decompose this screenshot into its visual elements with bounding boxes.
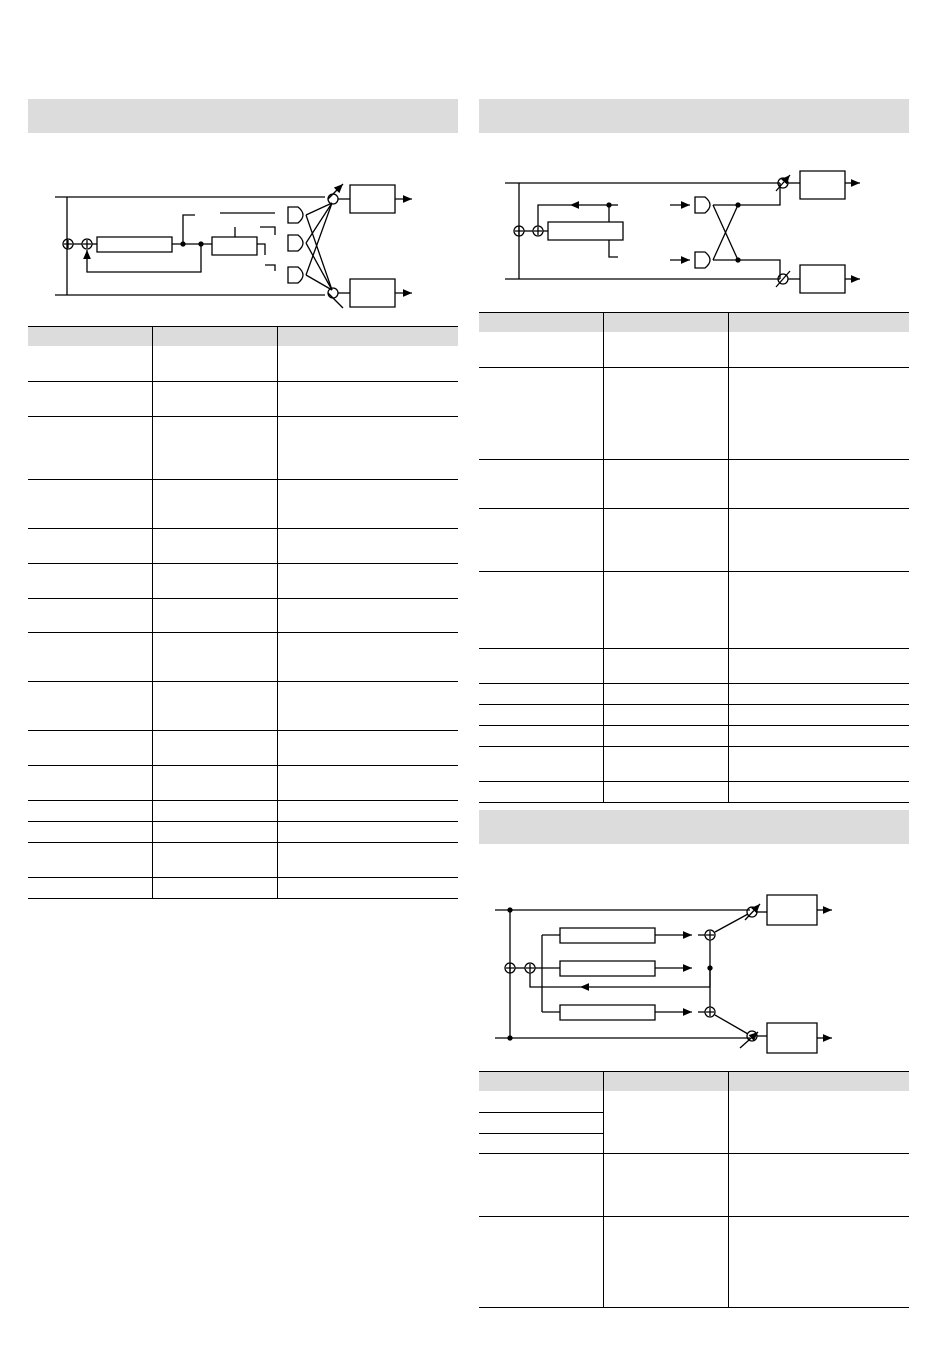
table-row — [479, 1091, 909, 1112]
table-row — [28, 730, 458, 765]
column-header — [152, 327, 277, 347]
table-body-right-top — [479, 332, 909, 802]
table-cell — [277, 842, 458, 877]
delay-block — [97, 237, 172, 252]
column-header — [277, 327, 458, 347]
table-row — [28, 877, 458, 898]
table-row — [28, 346, 458, 381]
table-row — [28, 528, 458, 563]
table-cell — [479, 648, 603, 683]
table-row — [479, 459, 909, 508]
column-header — [728, 1072, 909, 1092]
table-cell — [479, 704, 603, 725]
table-cell — [479, 1133, 603, 1153]
table-cell — [479, 332, 603, 367]
table-cell — [728, 1091, 909, 1153]
table-row — [479, 704, 909, 725]
output-block-bottom — [800, 265, 845, 293]
table-cell — [28, 563, 152, 598]
table-cell — [277, 346, 458, 381]
column-header — [479, 1072, 603, 1092]
table-cell — [152, 821, 277, 842]
table-cell — [603, 1153, 728, 1216]
table-cell — [277, 598, 458, 632]
output-block-top — [800, 171, 845, 199]
table-cell — [728, 704, 909, 725]
table-cell — [28, 681, 152, 730]
table-cell — [728, 332, 909, 367]
amp-icon — [695, 197, 710, 213]
table-cell — [728, 367, 909, 459]
block-diagram-right-bottom — [490, 890, 910, 1060]
amp-icon — [288, 235, 303, 251]
table-cell — [28, 842, 152, 877]
table-cell — [152, 800, 277, 821]
output-block-bottom — [767, 1023, 817, 1053]
table-body-left — [28, 346, 458, 898]
table-cell — [28, 416, 152, 479]
table-cell — [277, 528, 458, 563]
table-body-right-bottom — [479, 1091, 909, 1307]
delay-block — [560, 1005, 655, 1020]
modulation-block — [212, 237, 257, 255]
table-cell — [277, 381, 458, 416]
table-cell — [277, 800, 458, 821]
table-cell — [277, 730, 458, 765]
output-mixer-bottom — [328, 288, 338, 298]
section-header-left — [28, 99, 458, 133]
table-cell — [28, 381, 152, 416]
table-cell — [28, 632, 152, 681]
table-row — [28, 598, 458, 632]
table-cell — [728, 648, 909, 683]
table-cell — [152, 416, 277, 479]
amp-icon — [695, 252, 710, 268]
table-cell — [479, 459, 603, 508]
table-cell — [277, 416, 458, 479]
table-cell — [28, 877, 152, 898]
table-cell — [728, 571, 909, 648]
table-cell — [603, 781, 728, 802]
table-cell — [603, 725, 728, 746]
table-cell — [603, 367, 728, 459]
table-cell — [28, 800, 152, 821]
table-cell — [728, 1216, 909, 1307]
table-cell — [152, 681, 277, 730]
table-cell — [479, 508, 603, 571]
table-cell — [603, 508, 728, 571]
output-mixer-bottom — [747, 1031, 757, 1041]
column-header — [479, 313, 603, 333]
table-cell — [603, 746, 728, 781]
table-cell — [28, 528, 152, 563]
table-cell — [28, 821, 152, 842]
parameter-table-right-top — [479, 312, 909, 803]
table-cell — [152, 765, 277, 800]
table-row — [28, 381, 458, 416]
table-row — [479, 367, 909, 459]
table-row — [28, 416, 458, 479]
table-cell — [277, 681, 458, 730]
table-row — [479, 648, 909, 683]
table-cell — [479, 781, 603, 802]
column-header — [603, 1072, 728, 1092]
table-cell — [152, 563, 277, 598]
table-cell — [152, 479, 277, 528]
table-cell — [28, 598, 152, 632]
parameter-table-right-bottom — [479, 1071, 909, 1308]
table-row — [28, 563, 458, 598]
table-cell — [603, 648, 728, 683]
section-header-right-top — [479, 99, 909, 133]
table-cell — [728, 683, 909, 704]
table-cell — [728, 725, 909, 746]
table-row — [28, 632, 458, 681]
output-block-top — [767, 895, 817, 925]
table-cell — [152, 346, 277, 381]
table-header-row — [479, 313, 909, 333]
table-row — [28, 479, 458, 528]
table-cell — [728, 1153, 909, 1216]
table-cell — [28, 730, 152, 765]
table-row — [479, 508, 909, 571]
table-header-row — [28, 327, 458, 347]
table-cell — [603, 683, 728, 704]
table-cell — [479, 683, 603, 704]
table-row — [479, 746, 909, 781]
table-cell — [479, 725, 603, 746]
table-row — [479, 571, 909, 648]
output-mixer-top — [328, 194, 338, 204]
table-cell — [728, 746, 909, 781]
table-cell — [479, 1216, 603, 1307]
table-cell — [152, 730, 277, 765]
table-cell — [479, 1091, 603, 1112]
delay-block — [560, 928, 655, 943]
section-header-right-bottom — [479, 810, 909, 844]
table-cell — [152, 598, 277, 632]
table-row — [28, 821, 458, 842]
column-header — [28, 327, 152, 347]
delay-block — [548, 222, 623, 240]
output-block-top — [350, 185, 395, 213]
delay-block — [560, 961, 655, 976]
table-row — [28, 800, 458, 821]
table-cell — [152, 528, 277, 563]
table-row — [479, 1216, 909, 1307]
table-cell — [152, 877, 277, 898]
table-cell — [28, 346, 152, 381]
column-header — [603, 313, 728, 333]
table-cell — [603, 332, 728, 367]
table-cell — [728, 508, 909, 571]
table-row — [28, 681, 458, 730]
table-cell — [603, 1091, 728, 1153]
table-row — [479, 781, 909, 802]
amp-icon — [288, 267, 303, 283]
table-cell — [277, 877, 458, 898]
table-cell — [152, 381, 277, 416]
column-header — [728, 313, 909, 333]
block-diagram-right-top — [500, 165, 910, 295]
table-row — [479, 1153, 909, 1216]
table-cell — [479, 367, 603, 459]
table-cell — [277, 479, 458, 528]
table-row — [28, 842, 458, 877]
table-cell — [603, 704, 728, 725]
table-cell — [603, 459, 728, 508]
table-cell — [152, 842, 277, 877]
table-cell — [28, 765, 152, 800]
table-cell — [152, 632, 277, 681]
table-cell — [28, 479, 152, 528]
table-row — [479, 332, 909, 367]
table-cell — [277, 632, 458, 681]
table-cell — [603, 571, 728, 648]
table-cell — [277, 765, 458, 800]
table-cell — [479, 746, 603, 781]
table-cell — [603, 1216, 728, 1307]
table-cell — [728, 781, 909, 802]
table-cell — [479, 571, 603, 648]
table-row — [28, 765, 458, 800]
parameter-table-left — [28, 326, 458, 899]
output-block-bottom — [350, 279, 395, 307]
table-cell — [479, 1112, 603, 1133]
table-cell — [728, 459, 909, 508]
table-cell — [479, 1153, 603, 1216]
amp-icon — [288, 207, 303, 223]
table-header-row — [479, 1072, 909, 1092]
table-row — [479, 683, 909, 704]
table-cell — [277, 821, 458, 842]
table-row — [479, 725, 909, 746]
block-diagram-left — [40, 175, 470, 310]
table-cell — [277, 563, 458, 598]
